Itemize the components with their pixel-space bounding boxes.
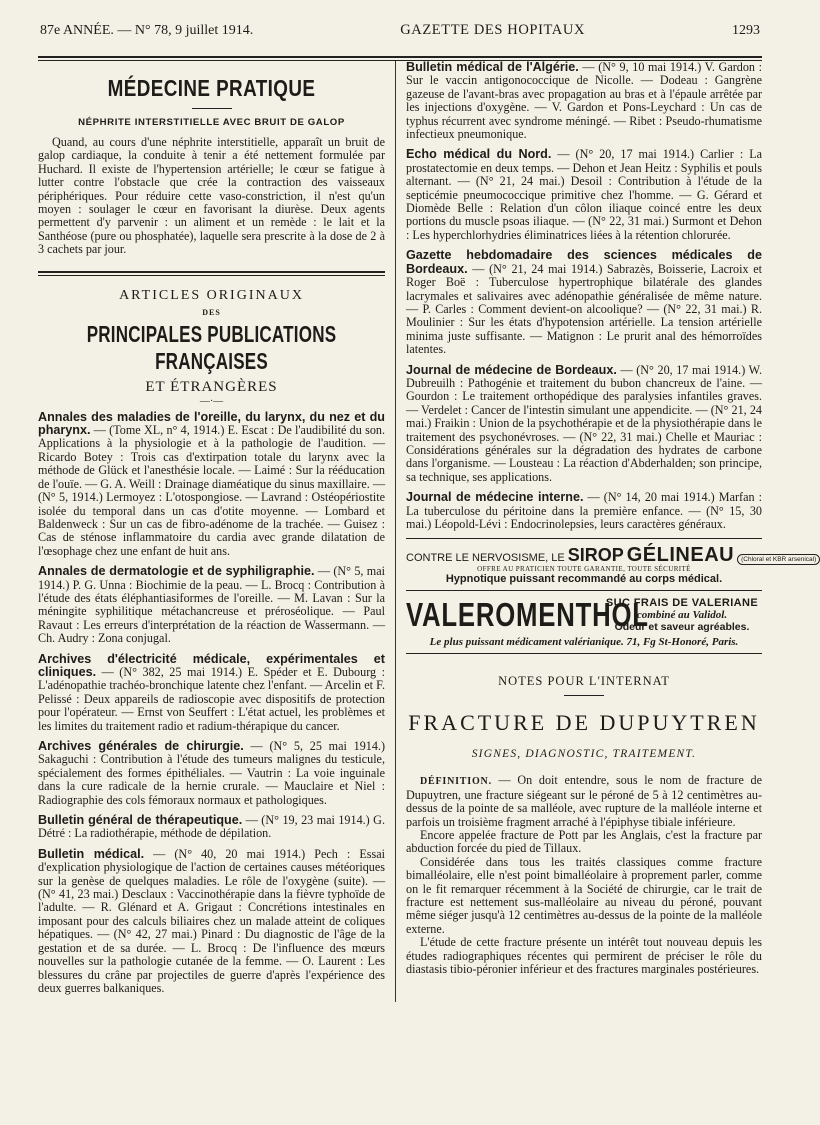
right-column: [396, 60, 817, 1002]
notes-heading: NOTES POUR L'INTERNAT: [498, 674, 670, 689]
journal-entry: [406, 61, 762, 141]
journal-entry: [38, 814, 385, 841]
journal-entry: [38, 411, 385, 558]
journal-title: GAZETTE DES HOPITAUX: [400, 22, 586, 38]
journal-contents: — (N° 20, 17 mai 1914.) W. Dubreuilh : Pathogénie et traitement du bubon chancreux de l'aine. — Gourdon : Le traitement orthopédique des paralysies infantiles graves. — Verdelet : Cancer de l'intestin simulant une appendicite. — (N° 21, 24 mai.) Fraikin : Union de la psychothérapie et de la physiothérapie dans le traitement des psychonévroses. — (N° 22, 31 mai.) Chelle et Mauriac : Considérations générales sur la dégradation des hydrates de carbone dans l'organisme. — Lousteau : La réaction d'Abderhalden; son principe, sa technique, ses applications.: [406, 362, 763, 484]
journal-contents: — (N° 9, 10 mai 1914.) V. Gardon : Sur le vaccin antigonococcique de Nicolle. — Dodeau : Gangrène gazeuse de l'avant-bras avec propagation au bras et à l'épaule arrêtée par les injections d'oxygène. — V. Gardon et Pons-Leychard : Un cas de typhus récurrent avec syndrome méningé. — Ribet : Pseudo-rhumatisme infectieux pneumonique.: [406, 60, 762, 142]
journal-title: Archives d'électricité médicale, expérimentales et cliniques.: [38, 651, 385, 679]
articles-main-title: PRINCIPALES PUBLICATIONS FRANÇAISES: [86, 320, 337, 374]
articles-heading: ARTICLES ORIGINAUX: [119, 287, 304, 303]
medecine-body: Quand, au cours d'une néphrite interstitielle, apparaît un bruit de galop cardiaque, la conduite à tenir a été nettement formulée par Huchard. Il existe de l'hypertension artérielle; le cœur se fatigue à lutter contre l'obstacle que crée la contraction des vaisseaux périphériques. Pour réduire cette vaso-constriction, il n'est qu'un moyen : soulager le cœur en favorisant la diurèse. Deux agents permettent d'y parvenir : un aliment et un remède : le lait et la Santhéose (pure ou phosphatée), laquelle sera prescrite à la dose de 2 à 3 cachets par jour.: [38, 135, 385, 257]
ad-gelineau: GÉLINEAU: [626, 544, 735, 567]
advert-gelineau: [406, 544, 817, 586]
journal-entry: [406, 148, 762, 242]
fracture-p1: [406, 774, 762, 829]
two-column-body: [38, 60, 817, 1002]
journal-title: Echo médical du Nord.: [406, 147, 552, 162]
journal-contents: — (N° 14, 20 mai 1914.) Marfan : La tuberculose du péritoine dans la première enfance. — (N° 15, 30 mai.) Léopold-Lévi : Endocrinolepsies, leurs caractères généraux.: [406, 490, 763, 531]
articles-des: DES: [202, 307, 221, 317]
valero-name: VALEROMENTHOL: [406, 596, 649, 634]
ad-rule-top: [406, 538, 762, 539]
ad-sirop: SIROP: [567, 545, 624, 566]
journal-entry: [406, 249, 762, 356]
ad-chloral: (Chloral et KBR arsenical): [737, 554, 820, 565]
journal-contents: — (N° 19, 23 mai 1914.) G. Détré : La radiothérapie, méthode de dépilation.: [38, 813, 385, 841]
ad-contre: CONTRE LE NERVOSISME, LE: [406, 552, 565, 565]
valero-line2: combiné au Validol.: [636, 609, 728, 622]
articles-subtitle: ET ÉTRANGÈRES: [145, 378, 278, 395]
section-title-medecine: MÉDECINE PRATIQUE: [107, 75, 316, 101]
ornament: —·—: [199, 395, 224, 407]
journal-entry: [38, 653, 385, 733]
journal-title: Journal de médecine interne.: [406, 490, 584, 505]
fracture-p4: L'étude de cette fracture présente un intérêt tout nouveau depuis les études radiographiques récentes qui permirent de préciser le rôle du diastasis tibio-péronier inférieur et des fractures marginales postérieures.: [406, 935, 762, 977]
valero-line3: Odeur et saveur agréables.: [614, 621, 750, 634]
fracture-subtitle: SIGNES, DIAGNOSTIC, TRAITEMENT.: [471, 748, 697, 761]
definition-label: DÉFINITION.: [420, 776, 492, 788]
section-rule: [38, 271, 385, 276]
journal-entry: [38, 565, 385, 645]
journal-contents: — (N° 40, 20 mai 1914.) Pech : Essai d'explication physiologique de l'action de certaines causes météoriques sur la genèse de quelques maladies. Le rôle de l'oxygène (suite). — (N° 41, 23 mai.) Desclaux : Vaccinothérapie dans la fièvre typhoïde de l'adulte. — R. Glénard et A. Grigaut : Concrétions intestinales en imposant pour des calculs biliaires chez un malade atteint de coliques hépatiques. — (N° 42, 27 mai.) Pinard : Du diagnostic de l'âge de la gestation et de sa durée. — L. Brocq : De l'influence des mœurs nouvelles sur la pathologie cutanée de la femme. — O. Laurent : Les blessures du crâne par projectiles de guerre d'après l'expérience des deux guerres balkaniques.: [38, 846, 385, 995]
journal-title: Annales des maladies de l'oreille, du larynx, du nez et du pharynx.: [38, 409, 385, 438]
journal-entry: [38, 848, 385, 995]
ad-rule-bottom: [406, 653, 762, 654]
fracture-p3: Considérée dans tous les traités classiques comme fracture bimalléolaire, elle n'est point bimalléolaire à proprement parler, comme on le fit remarquer récemment à la Société de chirurgie, car le trait de fracture est nettement sus-malléolaire au niveau du péroné, pouvant même siéger jusqu'à 12 centimètres au-dessus de la pointe de la malléole externe.: [406, 854, 762, 936]
journal-entry: [406, 491, 762, 531]
journal-contents: — (N° 21, 24 mai 1914.) Sabrazès, Boisserie, Lacroix et Roger Boë : Tuberculose hypertrophique bilatérale des glandes lacrymales et salivaires avec adénopathie généralisée de même nature. — P. Carles : Comment devient-on alcoolique? — (N° 22, 31 mai.) R. Moulinier : Sur les états d'hypotension artérielle. La tension artérielle minima juste suffisante. — Matignon : Le prurit anal des hémorroïdes latentes.: [406, 261, 762, 357]
journal-entry: [406, 364, 762, 485]
advert-valeromenthol: [406, 596, 762, 648]
valero-line1: SUC FRAIS DE VALERIANE: [605, 597, 759, 610]
journal-contents: — (N° 20, 17 mai 1914.) Carlier : La prostatectomie en deux temps. — Dehon et Jean Heitz : Syphilis et pouls alternant. — (N° 21, 24 mai.) Desoil : Contribution à l'étude de la septicémie pneumococcique primitive chez l'homme. — G. Gérard et Diomède Belle : Relation d'un côlon iliaque coincé entre les deux portions du muscle psoas iliaque. — (N° 22, 31 mai.) Surmont et Dehon : Les hyperchlorhydries éliminatrices liées à la rétention chlorurée.: [406, 147, 763, 242]
journal-contents: — (N° 5, 25 mai 1914.) Sakaguchi : Contribution à l'étude des tumeurs malignes du testicule, spécialement des formes épithéliales. — Vautrin : La voie inguinale dans la cure radicale de la hernie crurale. — Mauclaire et Niel : Radiographie des cols fémoraux normaux et pathologiques.: [38, 739, 385, 807]
fracture-p1-text: — On doit entendre, sous le nom de fracture de Dupuytren, une fracture siégeant sur le péroné de 5 à 12 centimètres au-dessus de la pointe de sa malléole, avec rupture de la malléole interne et parfois un troisième fragment arraché à l'épiphyse tibiale inférieure.: [406, 773, 762, 829]
issue-info: 87e ANNÉE. — N° 78, 9 juillet 1914.: [40, 23, 254, 38]
journal-contents: — (N° 5, mai 1914.) P. G. Unna : Biochimie de la peau. — L. Brocq : Contribution à l'étude des états éléphantiasiformes de l'oreille. — M. Lavan : Sur la méningite syphilitique métachancreuse et préroséolique. — Paul Ravaut : Les erreurs d'interprétation de la réaction de Wassermann. — Ch. Audry : Zona conjugal.: [38, 564, 385, 646]
valero-bottom: Le plus puissant médicament valérianique. 71, Fg St-Honoré, Paris.: [429, 636, 739, 649]
page-header: [38, 22, 762, 44]
divider: [564, 695, 604, 696]
journal-title: Annales de dermatologie et de syphiligraphie.: [38, 564, 315, 579]
ad-hypnotique: Hypnotique puissant recommandé au corps médical.: [445, 573, 723, 586]
journal-title: Gazette hebdomadaire des sciences médicales de Bordeaux.: [406, 248, 762, 276]
journal-title: Bulletin médical de l'Algérie.: [406, 60, 579, 74]
medecine-subtitle: NÉPHRITE INTERSTITIELLE AVEC BRUIT DE GALOP: [78, 117, 345, 128]
left-entries: [38, 411, 385, 996]
page-number: 1293: [731, 23, 760, 38]
journal-title: Archives générales de chirurgie.: [38, 739, 244, 753]
divider: [192, 108, 232, 109]
ad-rule-mid: [406, 590, 762, 591]
ad-offre: OFFRE AU PRATICIEN TOUTE GARANTIE, TOUTE SÉCURITÉ: [477, 565, 691, 574]
right-entries: [406, 61, 762, 531]
fracture-title: FRACTURE DE DUPUYTREN: [408, 710, 760, 736]
journal-contents: — (Tome XL, n° 4, 1914.) E. Escat : De l'audibilité du son. Applications à la physiologie et à la pathologie de l'audition. — Ricardo Botey : Trois cas d'extirpation totale du larynx avec la méthode de Glück et l'anesthésie locale. — Laimé : Sur la rééducation de l'ouïe. — G. A. Weill : Drainage diaméatique du sinus maxillaire. — (N° 5, 1914.) Lermoyez : L'otospongiose. — Lavrand : Ostéopériostite isolée du temporal dans un cas d'otite moyenne. — Lombard et Baldenweck : Sur un cas de fibro-adénome de la trachée. — Guisez : Cas de sténose inflammatoire du cardia avec grande dilatation de l'œsophage chez une enfant de huit ans.: [38, 423, 385, 558]
journal-contents: — (N° 382, 25 mai 1914.) E. Spéder et E. Dubourg : L'adénopathie trachéo-bronchique latente chez l'enfant. — Arcelin et F. Pelissé : Deux appareils de radioscopie avec dispositifs de protection pour l'opérateur. — Ernst von Seuffert : L'état actuel, les problèmes et les limites du traitement radio et radium-thérapique du cancer.: [38, 664, 385, 733]
newspaper-page: [38, 22, 817, 1002]
left-column: [38, 61, 396, 1002]
journal-entry: [38, 740, 385, 807]
journal-title: Bulletin médical.: [38, 846, 145, 861]
journal-title: Bulletin général de thérapeutique.: [38, 813, 243, 828]
fracture-p2: Encore appelée fracture de Pott par les Anglais, c'est la fracture par abduction forcée du pied de Tillaux.: [406, 828, 762, 856]
journal-title: Journal de médecine de Bordeaux.: [406, 362, 617, 377]
